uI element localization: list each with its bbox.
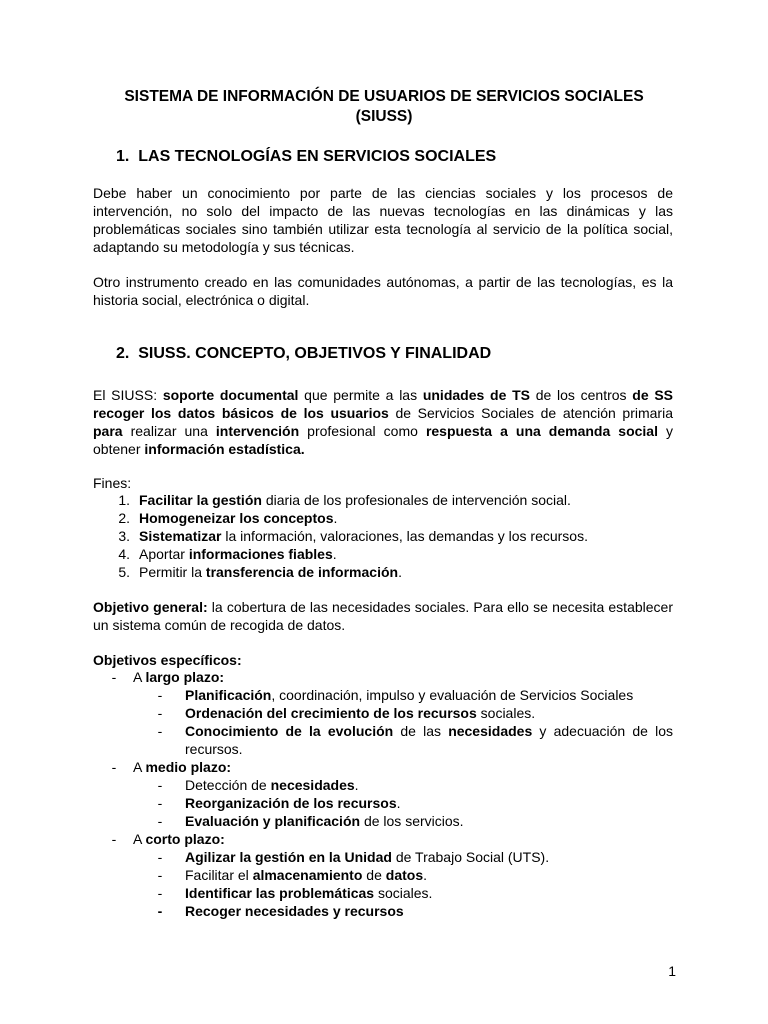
list-item	[93, 776, 673, 794]
list-item	[93, 758, 673, 776]
section-2-heading	[116, 344, 491, 364]
intro-text: que permite a las	[298, 387, 423, 403]
list-bold: medio plazo:	[145, 759, 232, 775]
section-2-number: 2.	[116, 345, 130, 362]
list-dash: -	[111, 759, 117, 775]
intro-text: de Servicios Sociales de atención primaria	[388, 405, 673, 421]
document-title-line-1: SISTEMA DE INFORMACIÓN DE USUARIOS DE SERVICIOS SOCIALES	[124, 88, 644, 105]
list-bold: corto plazo:	[145, 831, 225, 847]
list-bold: Recoger necesidades y recursos	[185, 903, 404, 919]
list-item	[93, 545, 673, 563]
intro-bold: unidades de TS	[422, 387, 530, 403]
objetivos-especificos-list	[93, 668, 673, 920]
list-text: .	[333, 510, 338, 526]
section-1-title: LAS TECNOLOGÍAS EN SERVICIOS SOCIALES	[138, 148, 497, 165]
list-text: .	[396, 795, 401, 811]
section-2-title: SIUSS. CONCEPTO, OBJETIVOS Y FINALIDAD	[138, 345, 492, 362]
list-dash: -	[157, 903, 163, 919]
list-item	[93, 884, 673, 902]
list-item	[93, 509, 673, 527]
list-bold: Homogeneizar los conceptos	[139, 510, 334, 526]
list-text: Permitir la	[139, 564, 206, 580]
intro-bold: soporte documental	[162, 387, 299, 403]
list-bold: almacenamiento	[252, 867, 363, 883]
list-text: diaria de los profesionales de intervención social.	[261, 492, 571, 508]
list-bold: Identificar las problemáticas	[185, 885, 375, 901]
list-text: de Trabajo Social (UTS).	[391, 849, 550, 865]
list-bold: largo plazo:	[145, 669, 225, 685]
list-item	[93, 848, 673, 866]
section-1-number: 1.	[116, 148, 130, 165]
intro-bold: respuesta a una demanda social	[425, 423, 658, 439]
list-text: sociales.	[476, 705, 536, 721]
list-bold: Evaluación y planificación	[185, 813, 361, 829]
intro-bold: intervención	[215, 423, 300, 439]
list-bold: Planificación	[185, 687, 272, 703]
list-number: 5.	[118, 564, 130, 580]
list-text: A	[133, 831, 146, 847]
list-dash: -	[157, 687, 163, 703]
intro-bold: de SS recoger los datos básicos de los usuarios	[93, 387, 674, 421]
objetivo-general-paragraph	[93, 598, 673, 634]
section-1-heading	[116, 147, 496, 167]
page-number: 1	[668, 963, 676, 979]
list-text: .	[354, 777, 359, 793]
list-item	[93, 812, 673, 830]
list-text: .	[332, 546, 337, 562]
intro-bold: información estadística.	[144, 441, 305, 457]
list-item	[93, 866, 673, 884]
list-text: A	[133, 669, 146, 685]
document-title	[94, 87, 674, 127]
intro-text: El SIUSS:	[93, 387, 163, 403]
list-bold: Reorganización de los recursos	[185, 795, 397, 811]
objetivos-especificos-label: Objetivos específicos:	[93, 652, 242, 668]
list-bold: necesidades	[448, 723, 533, 739]
list-bold: datos	[385, 867, 424, 883]
list-bold: transferencia de información	[205, 564, 399, 580]
section-1-paragraph-2: Otro instrumento creado en las comunidades autónomas, a partir de las tecnologías, es la historia social, electrónica o digital.	[93, 274, 673, 308]
list-item	[93, 830, 673, 848]
list-dash: -	[157, 723, 163, 739]
intro-bold: para	[93, 423, 123, 439]
list-dash: -	[157, 795, 163, 811]
intro-text: y obtener	[93, 423, 674, 457]
list-text: .	[423, 867, 427, 883]
list-dash: -	[157, 867, 163, 883]
list-number: 4.	[118, 546, 130, 562]
list-number: 1.	[118, 492, 130, 508]
list-bold: Agilizar la gestión en la Unidad	[185, 849, 392, 865]
list-text: .	[398, 564, 402, 580]
list-text: , coordinación, impulso y evaluación de Servicios Sociales	[271, 687, 634, 703]
list-text: la información, valoraciones, las demandas y los recursos.	[221, 528, 588, 544]
list-item	[93, 794, 673, 812]
list-text: Aportar	[139, 546, 189, 562]
list-text: Detección de	[185, 777, 271, 793]
list-item	[93, 722, 673, 758]
section-2-intro-paragraph	[93, 386, 673, 458]
list-item	[93, 704, 673, 722]
objetivo-general-label: Objetivo general:	[93, 599, 208, 615]
intro-text: de los centros	[529, 387, 633, 403]
list-dash: -	[157, 705, 163, 721]
list-number: 3.	[118, 528, 130, 544]
list-number: 2.	[118, 510, 130, 526]
list-dash: -	[111, 669, 117, 685]
objetivo-general-text: la cobertura de las necesidades sociales. Para ello se necesita establecer un sistema común de recogida de datos.	[93, 599, 673, 633]
list-item	[93, 563, 673, 581]
list-text: sociales.	[374, 885, 433, 901]
list-dash: -	[157, 849, 163, 865]
list-dash: -	[157, 813, 163, 829]
list-bold: Sistematizar	[139, 528, 222, 544]
list-bold: informaciones fiables	[188, 546, 333, 562]
list-text: de	[362, 867, 386, 883]
list-dash: -	[157, 777, 163, 793]
list-bold: Ordenación del crecimiento de los recursos	[185, 705, 477, 721]
fines-label: Fines:	[93, 475, 132, 491]
list-bold: Conocimiento de la evolución	[185, 723, 394, 739]
list-bold: Facilitar la gestión	[139, 492, 262, 508]
fines-list	[93, 491, 673, 581]
list-dash: -	[157, 885, 163, 901]
list-text: A	[133, 759, 146, 775]
list-text: Facilitar el	[185, 867, 253, 883]
section-1-paragraph-1: Debe haber un conocimiento por parte de las ciencias sociales y los procesos de intervención, no solo del impacto de las nuevas tecnologías en las dinámicas y las problemáticas sociales sino también utilizar esta tecnología al servicio de la política social, adaptando su metodología y sus técnicas.	[93, 185, 673, 255]
list-text: de los servicios.	[360, 813, 464, 829]
list-bold: necesidades	[270, 777, 355, 793]
intro-text: profesional como	[299, 423, 426, 439]
list-text: de las	[393, 723, 449, 739]
list-item	[93, 686, 673, 704]
list-item	[93, 668, 673, 686]
list-item	[93, 491, 673, 509]
list-item	[93, 527, 673, 545]
list-dash: -	[111, 831, 117, 847]
list-item	[93, 902, 673, 920]
list-text: y adecuación de los recursos.	[185, 723, 674, 757]
intro-text: realizar una	[122, 423, 216, 439]
document-title-line-2: (SIUSS)	[355, 108, 413, 125]
